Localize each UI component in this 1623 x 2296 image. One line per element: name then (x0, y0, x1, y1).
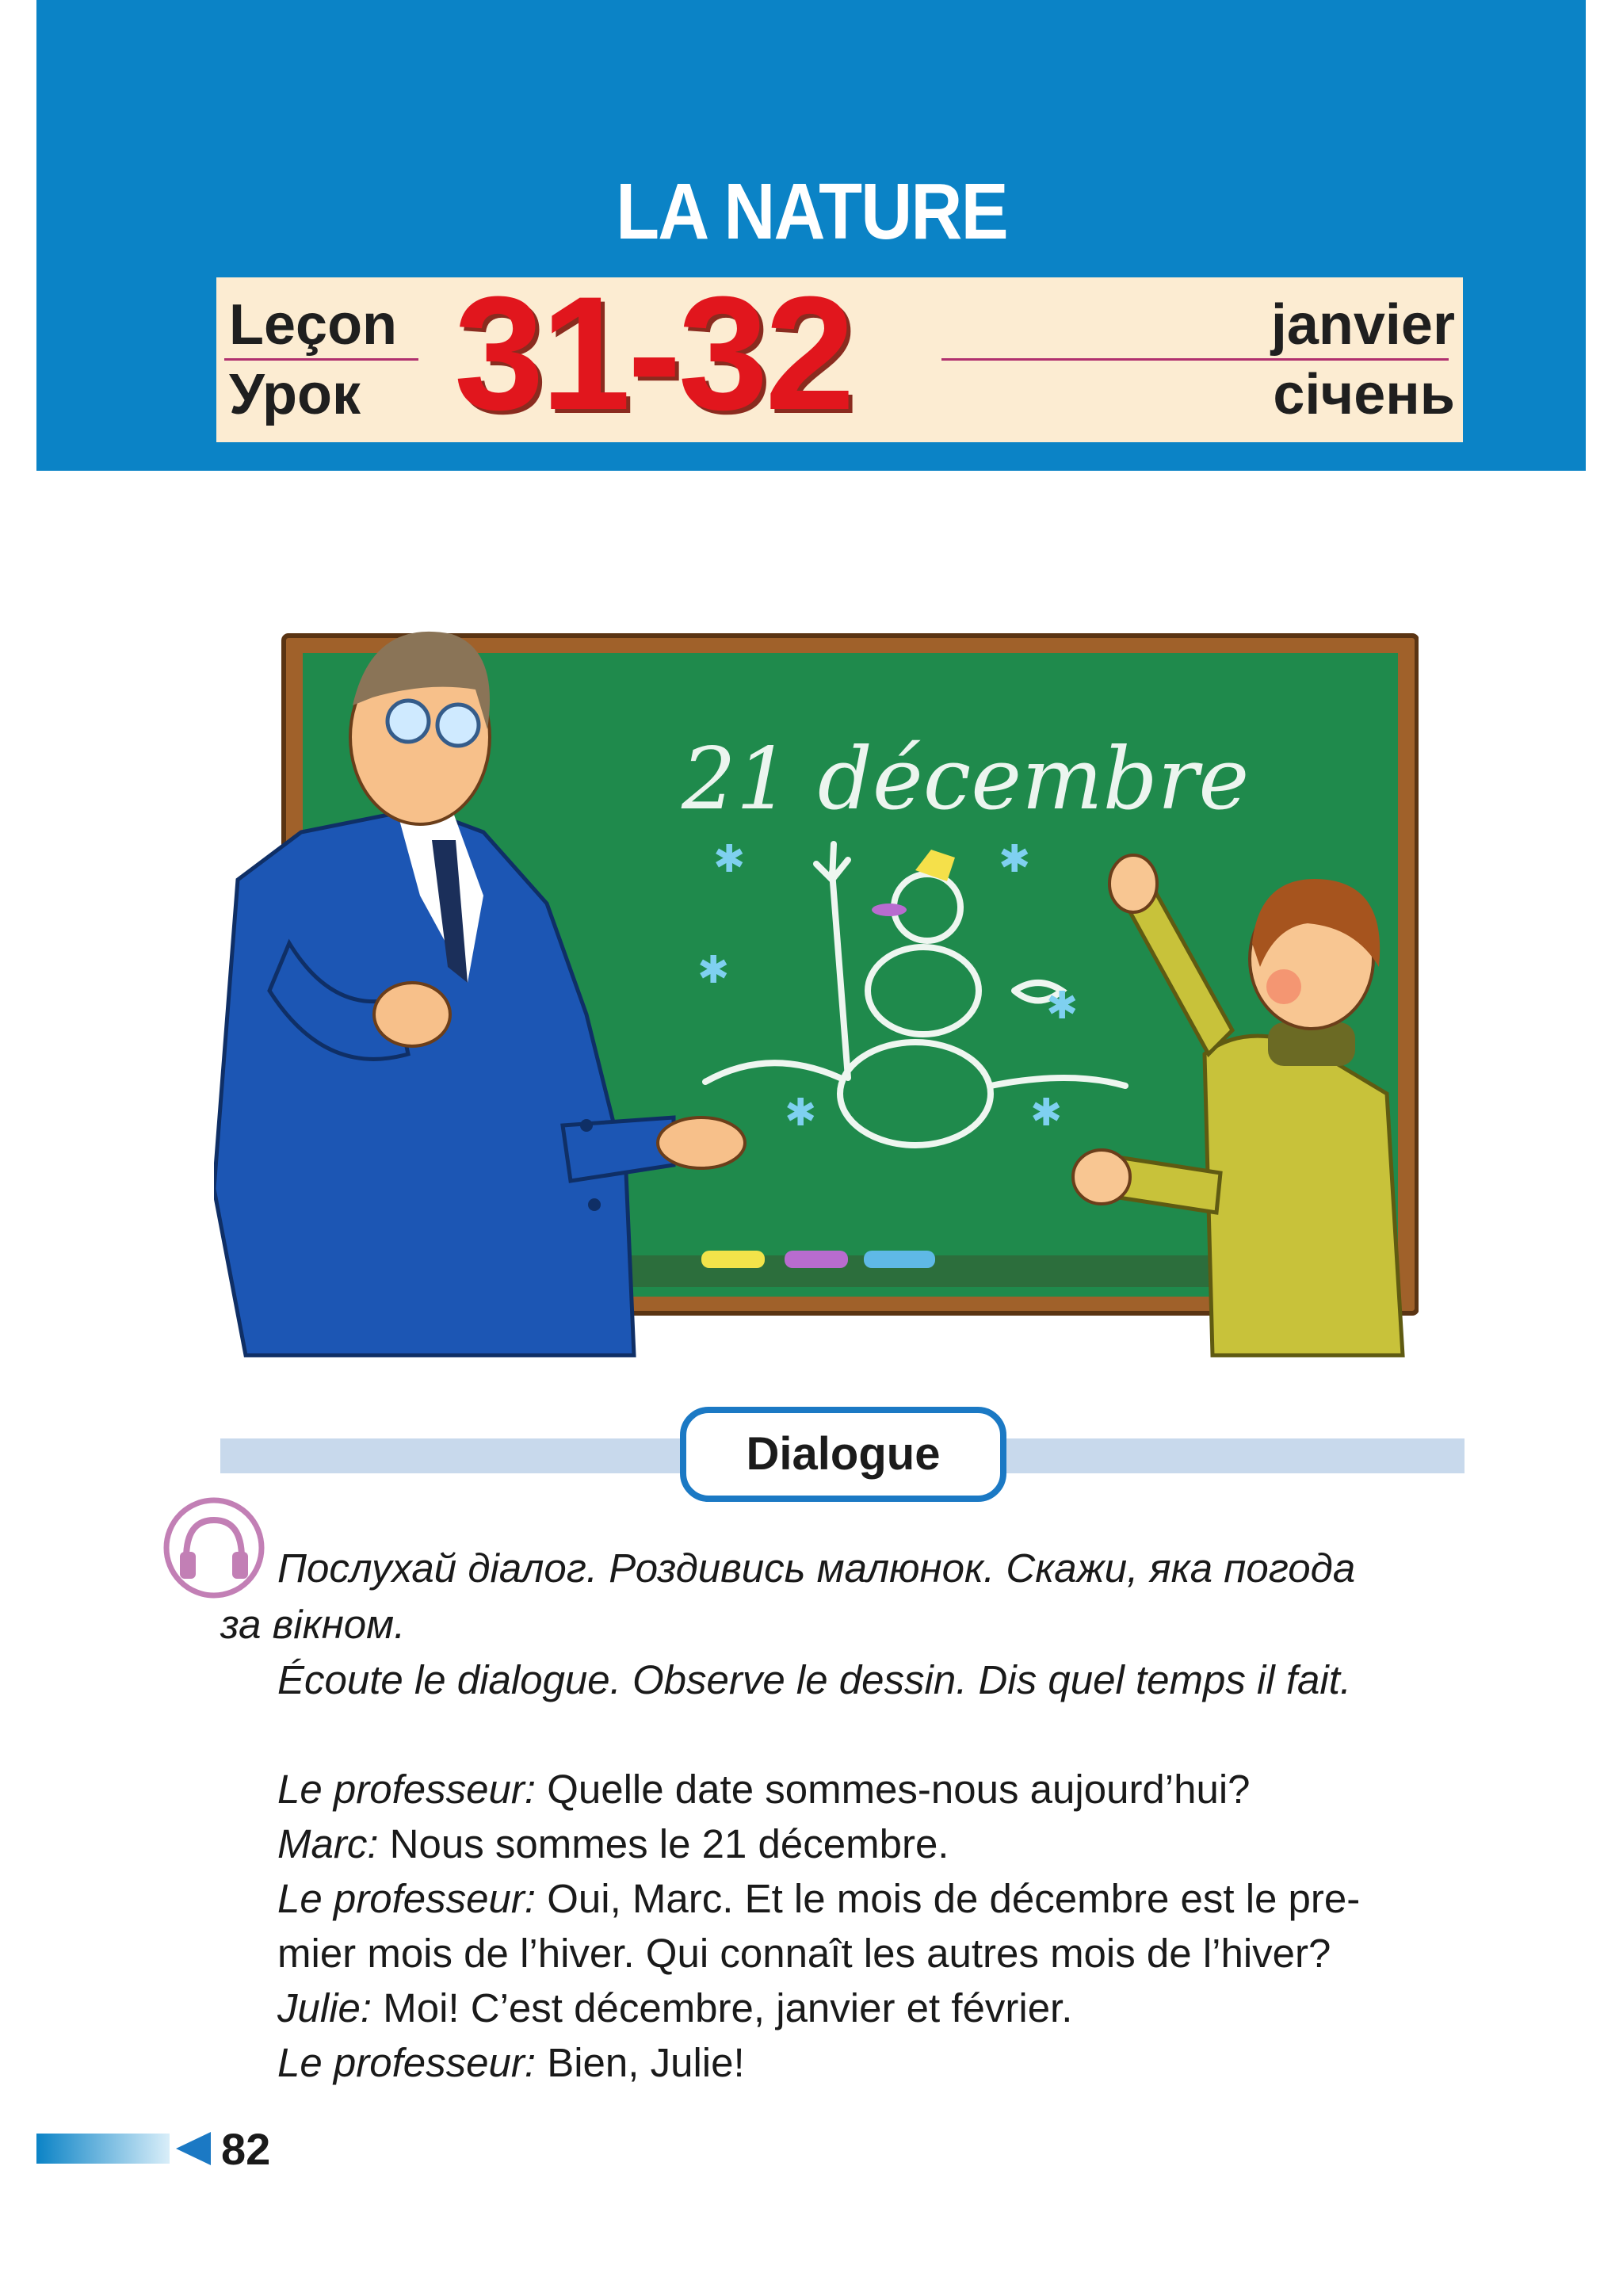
month-ua: січень (1273, 363, 1455, 426)
footer-bar (36, 2134, 170, 2164)
divider-line (224, 358, 418, 361)
lesson-label-fr: Leçon (229, 293, 398, 357)
instruction-fr: Écoute le dialogue. Observe le dessin. Dis quel temps il fait. (277, 1657, 1352, 1702)
topic-title: LA NATURE (616, 167, 1007, 256)
divider-line (941, 358, 1449, 361)
speaker: Le professeur: (277, 1767, 537, 1812)
chalk-purple (785, 1251, 848, 1268)
utterance: Quelle date sommes-nous aujourd’hui? (536, 1767, 1251, 1812)
utterance: Nous sommes le 21 décembre. (378, 1821, 949, 1866)
dialogue-line (277, 2042, 745, 2083)
utterance: Bien, Julie! (536, 2040, 745, 2085)
dialogue-line (277, 1931, 1331, 1976)
dialogue-line (277, 1878, 1360, 1919)
instruction-ua-line2: за вікном. (220, 1602, 406, 1647)
lesson-label-ua: Урок (229, 363, 361, 426)
classroom-illustration (214, 571, 1419, 1363)
svg-text:✱: ✱ (713, 837, 746, 881)
svg-text:✱: ✱ (1030, 1091, 1063, 1135)
arrow-left-icon (173, 2130, 214, 2167)
utterance: mier mois de l’hiver. Qui connaît les autres mois de l’hiver? (277, 1931, 1331, 1976)
board-text: 21 décembre (682, 730, 1250, 829)
page-number: 82 (221, 2124, 271, 2174)
dialogue-line (277, 1821, 949, 1866)
speaker: Le professeur: (277, 2040, 537, 2085)
section-title: Dialogue (680, 1407, 1006, 1502)
chalk-blue (864, 1251, 935, 1268)
utterance: Oui, Marc. Et le mois de décembre est le pre- (536, 1876, 1361, 1921)
snowman-nose (872, 904, 907, 916)
dialogue-line (277, 1985, 1073, 2030)
month-fr: janvier (1270, 293, 1455, 357)
utterance: Moi! C’est décembre, janvier et février. (372, 1985, 1073, 2030)
lesson-number: 31-32 (454, 263, 852, 444)
speaker: Le professeur: (277, 1876, 537, 1921)
lesson-band (216, 263, 1463, 444)
svg-text:✱: ✱ (999, 837, 1031, 881)
instruction-ua-line1: Послухай діалог. Роздивись малюнок. Скажи, яка погода (277, 1545, 1356, 1591)
headphones-icon (162, 1496, 265, 1599)
svg-text:✱: ✱ (785, 1091, 817, 1135)
speaker: Julie: (277, 1985, 372, 2030)
speaker: Marc: (277, 1821, 379, 1866)
chalk-yellow (701, 1251, 765, 1268)
dialogue-line (277, 1767, 1251, 1812)
svg-text:✱: ✱ (1046, 984, 1079, 1028)
svg-text:✱: ✱ (697, 948, 730, 992)
